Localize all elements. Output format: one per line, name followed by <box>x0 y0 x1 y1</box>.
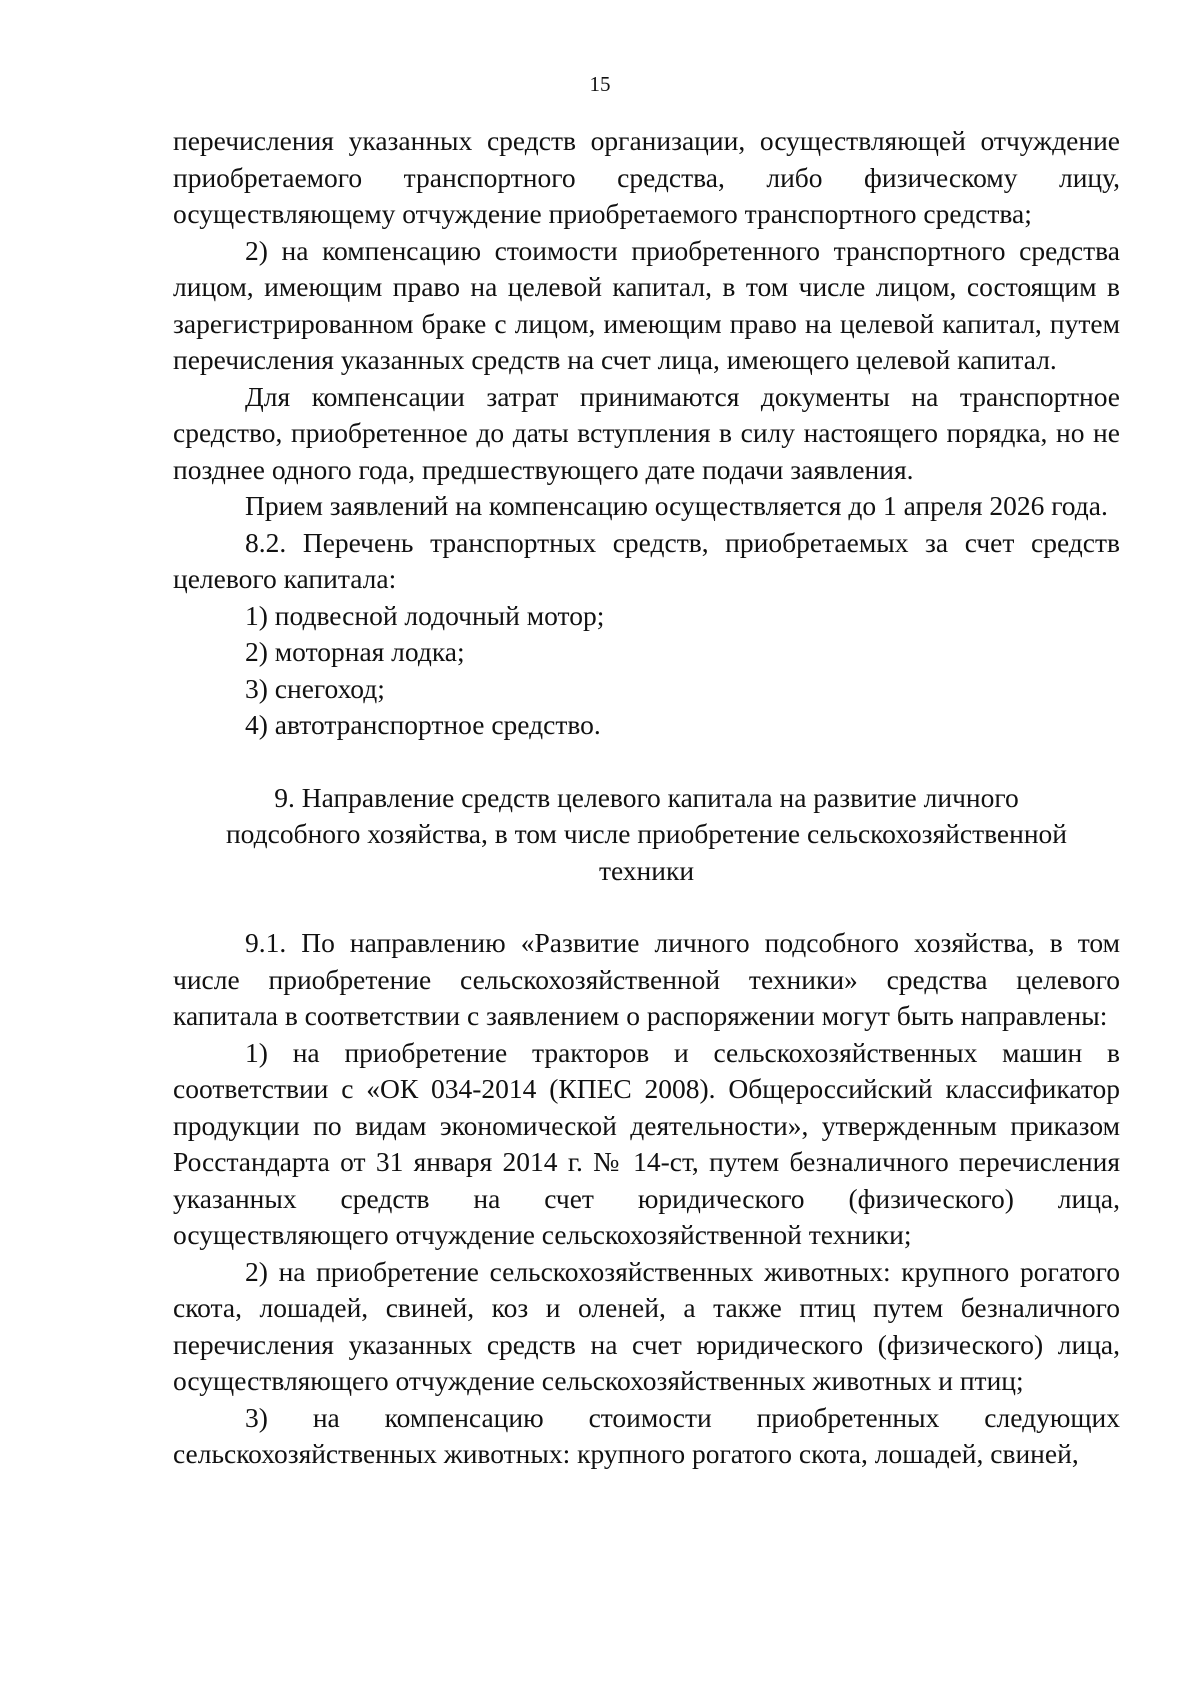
paragraph-item-2: 2) на компенсацию стоимости приобретенного транспортного средства лицом, имеющим право на целевой капитал, в том числе лицом, состоящим в зарегистрированном браке с лицом, имеющим право на целевой капитал, путем перечисления указанных средств на счет лица, имеющего целевой капитал. <box>173 234 1120 375</box>
paragraph-9-1-item-1: 1) на приобретение тракторов и сельскохозяйственных машин в соответствии с «ОК 034-2014 (КПЕС 2008). Общероссийский классификатор продукции по видам экономической деятельности», утвержденным приказом Росстандарта от 31 января 2014 г. № 14-ст, путем безналичного перечисления указанных средств на счет юридического (физического) лица, осуществляющего отчуждение сельскохозяйственной техники; <box>173 1036 1120 1250</box>
paragraph-9-1-item-2: 2) на приобретение сельскохозяйственных животных: крупного рогатого скота, лошадей, свиней, коз и оленей, а также птиц путем безналичного перечисления указанных средств на счет юридического (физического) лица, осуществляющего отчуждение сельскохозяйственных животных и птиц; <box>173 1255 1120 1396</box>
paragraph-compensation-documents: Для компенсации затрат принимаются документы на транспортное средство, приобретенное до даты вступления в силу настоящего порядка, но не позднее одного года, предшествующего дате подачи заявления. <box>173 380 1120 485</box>
paragraph-application-deadline: Прием заявлений на компенсацию осуществляется до 1 апреля 2026 года. <box>245 490 1108 521</box>
section-heading-line: 9. Направление средств целевого капитала на развитие личного <box>274 781 1019 813</box>
section-heading-line: подсобного хозяйства, в том числе приобретение сельскохозяйственной <box>225 818 1068 849</box>
vehicle-list-item: 1) подвесной лодочный мотор; <box>245 599 605 631</box>
paragraph-9-1-item-3: 3) на компенсацию стоимости приобретенных следующих сельскохозяйственных животных: крупного рогатого скота, лошадей, свиней, <box>173 1401 1120 1469</box>
vehicle-list-item: 4) автотранспортное средство. <box>245 709 601 740</box>
paragraph-8-2: 8.2. Перечень транспортных средств, приобретаемых за счет средств целевого капитала: <box>173 526 1120 594</box>
paragraph-9-1: 9.1. По направлению «Развитие личного подсобного хозяйства, в том числе приобретение сельскохозяйственной техники» средства целевого капитала в соответствии с заявлением о распоряжении могут быть направлены: <box>173 927 1120 1031</box>
page-number: 15 <box>589 72 611 96</box>
paragraph-continuation: перечисления указанных средств организации, осуществляющей отчуждение приобретаемого транспортного средства, либо физическому лицу, осуществляющему отчуждение приобретаемого транспортного средства; <box>173 125 1120 229</box>
section-heading-9 <box>173 780 1120 890</box>
document-body <box>173 123 1120 1473</box>
vehicle-list-item: 2) моторная лодка; <box>245 636 465 667</box>
vehicle-list-item: 3) снегоход; <box>245 672 385 704</box>
section-heading-line: техники <box>598 854 695 886</box>
